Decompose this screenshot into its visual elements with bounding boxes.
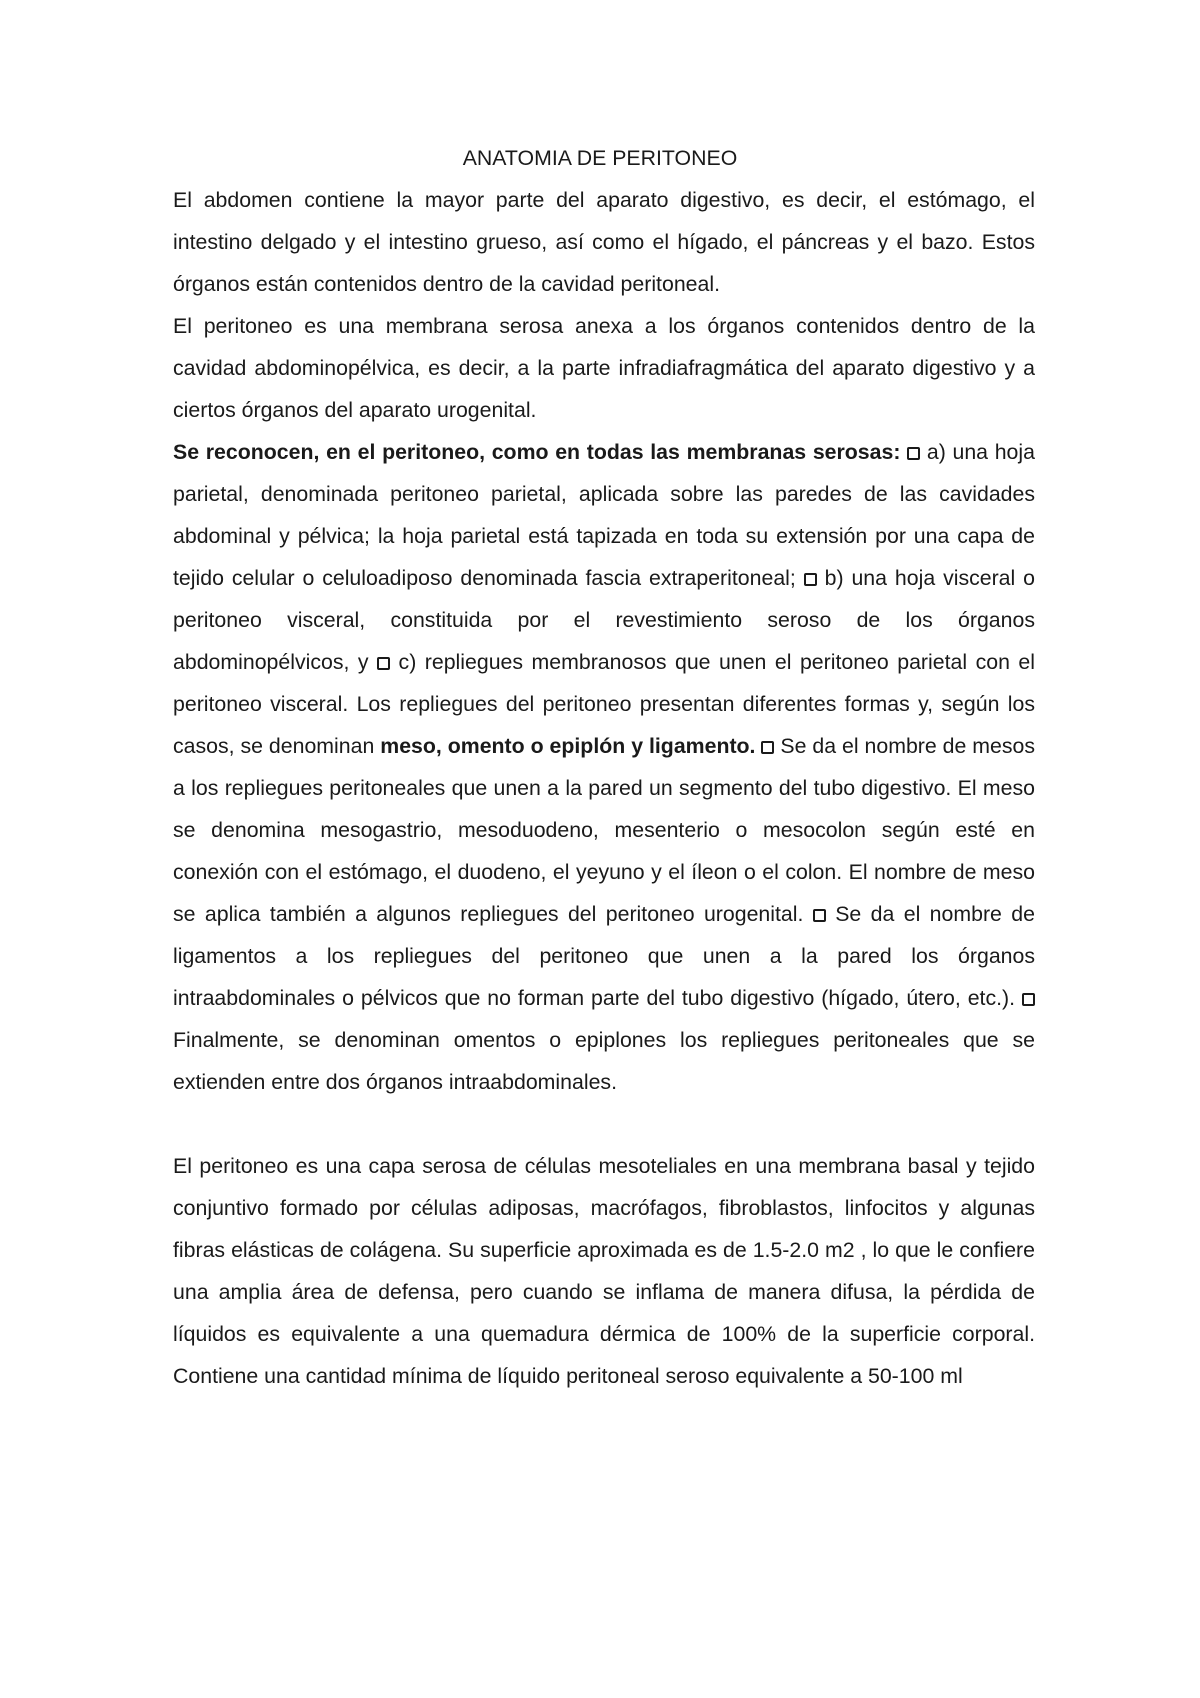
checkbox-bullet-icon [813, 909, 826, 922]
bold-terms: meso, omento o epiplón y ligamento. [380, 734, 756, 758]
checkbox-bullet-icon [761, 741, 774, 754]
segment-omentos: Finalmente, se denominan omentos o epiplones los repliegues peritoneales que se extienden entre dos órganos intraabdominales. [173, 1028, 1035, 1094]
bold-lead: Se reconocen, en el peritoneo, como en todas las membranas serosas: [173, 440, 901, 464]
checkbox-bullet-icon [1022, 993, 1035, 1006]
segment-hoja-parietal: a) una hoja parietal, denominada peritoneo parietal, aplicada sobre las paredes de las cavidades abdominal y pélvica; la hoja parietal está tapizada en toda su extensión por una capa de tejido celular o celuloadiposo denominada fascia extraperitoneal; [173, 440, 1035, 590]
segment-repliegues: c) repliegues membranosos que unen el peritoneo parietal con el peritoneo visceral. Los repliegues del peritoneo presentan diferentes formas y, según los casos, se denominan [173, 650, 1035, 758]
checkbox-bullet-icon [907, 447, 920, 460]
paragraph-spacer [173, 1103, 1035, 1145]
paragraph-abdomen: El abdomen contiene la mayor parte del aparato digestivo, es decir, el estómago, el intestino delgado y el intestino grueso, así como el hígado, el páncreas y el bazo. Estos órganos están contenidos dentro de la cavidad peritoneal. [173, 188, 1035, 296]
checkbox-bullet-icon [804, 573, 817, 586]
page-title: ANATOMIA DE PERITONEO [462, 146, 738, 170]
segment-hoja-visceral: b) una hoja visceral o peritoneo visceral, constituida por el revestimiento seroso de los órganos abdominopélvicos, y [173, 566, 1035, 674]
paragraph-membranas-serosas [173, 431, 1035, 1103]
paragraph-capa-serosa: El peritoneo es una capa serosa de células mesoteliales en una membrana basal y tejido conjuntivo formado por células adiposas, macrófagos, fibroblastos, linfocitos y algunas fibras elásticas de colágena. Su superficie aproximada es de 1.5-2.0 m2 , lo que le confiere una amplia área de defensa, pero cuando se inflama de manera difusa, la pérdida de líquidos es equivalente a una quemadura dérmica de 100% de la superficie corporal. Contiene una cantidad mínima de líquido peritoneal seroso equivalente a 50-100 ml [173, 1154, 1035, 1388]
segment-ligamentos: Se da el nombre de ligamentos a los repliegues del peritoneo que unen a la pared los órganos intraabdominales o pélvicos que no forman parte del tubo digestivo (hígado, útero, etc.). [173, 902, 1035, 1010]
segment-mesos: Se da el nombre de mesos a los repliegues peritoneales que unen a la pared un segmento del tubo digestivo. El meso se denomina mesogastrio, mesoduodeno, mesenterio o mesocolon según esté en conexión con el estómago, el duodeno, el yeyuno y el íleon o el colon. El nombre de meso se aplica también a algunos repliegues del peritoneo urogenital. [173, 734, 1036, 926]
checkbox-bullet-icon [377, 657, 390, 670]
document-body [173, 179, 1035, 1397]
paragraph-peritoneo-definition: El peritoneo es una membrana serosa anexa a los órganos contenidos dentro de la cavidad abdominopélvica, es decir, a la parte infradiafragmática del aparato digestivo y a ciertos órganos del aparato urogenital. [173, 314, 1035, 422]
